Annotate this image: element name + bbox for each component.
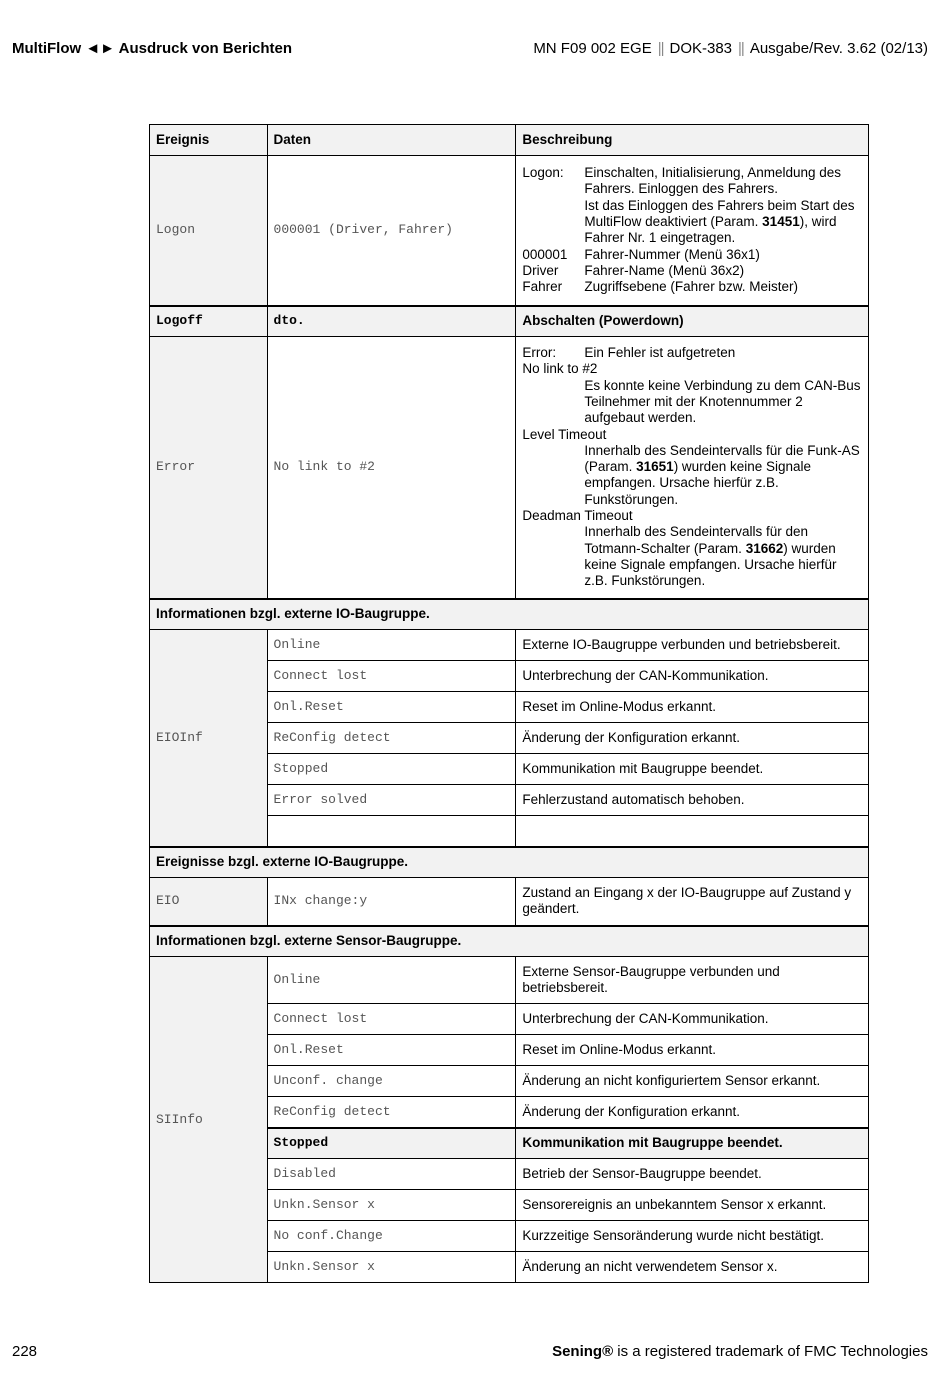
desc-cell: Betrieb der Sensor-Baugruppe beendet. (516, 1159, 869, 1190)
col-header-beschreibung: Beschreibung (516, 125, 869, 156)
data-cell: Connect lost (267, 1004, 516, 1035)
desc-cell: Externe Sensor-Baugruppe verbunden und betriebsbereit. (516, 957, 869, 1004)
data-cell: Unkn.Sensor x (267, 1252, 516, 1283)
definition: Fahrer-Nummer (Menü 36x1) (584, 246, 760, 262)
brand-name: Sening® (552, 1343, 614, 1360)
desc-cell: Zustand an Eingang x der IO-Baugruppe auf Zustand y geändert. (516, 878, 869, 926)
definition-extra: Ist das Einloggen des Fahrers beim Start des MultiFlow deaktiviert (Param. 31451), wird Fahrer Nr. 1 eingetragen. (584, 197, 855, 246)
data-cell: ReConfig detect (267, 723, 516, 754)
desc-cell: Kommunikation mit Baugruppe beendet. (516, 1128, 869, 1159)
desc-cell: Kommunikation mit Baugruppe beendet. (516, 754, 869, 785)
definition: Fahrer-Name (Menü 36x2) (584, 262, 745, 278)
desc-cell: Unterbrechung der CAN-Kommunikation. (516, 1004, 869, 1035)
desc-logon (516, 156, 869, 306)
data-cell: Error solved (267, 785, 516, 816)
event-siinfo: SIInfo (150, 957, 268, 1283)
table-row (150, 630, 869, 661)
data-logoff: dto. (267, 306, 516, 337)
definition: Innerhalb des Sendeintervalls für die Funk-AS (Param. 31651) wurden keine Signale empfangen. Ursache hierfür z.B. Funkstörungen. (584, 442, 860, 507)
table-header-row (150, 125, 869, 156)
empty-cell (267, 816, 516, 847)
data-cell: Onl.Reset (267, 692, 516, 723)
table-row-logon (150, 156, 869, 306)
data-cell: Stopped (267, 1128, 516, 1159)
data-cell: Stopped (267, 754, 516, 785)
col-header-daten: Daten (267, 125, 516, 156)
definition: Es konnte keine Verbindung zu dem CAN-Bus Teilnehmer mit der Knotennummer 2 aufgebaut werden. (584, 377, 861, 426)
page-number: 228 (12, 1343, 38, 1360)
data-cell: No conf.Change (267, 1221, 516, 1252)
section-title: Ereignisse bzgl. externe IO-Baugruppe. (150, 847, 869, 878)
definition: Zugriffsebene (Fahrer bzw. Meister) (584, 279, 798, 295)
definition: Innerhalb des Sendeintervalls für den Totmann-Schalter (Param. 31662) wurden keine Signale empfangen. Ursache hierfür z.B. Funkstörungen. (584, 524, 837, 589)
section-row (150, 926, 869, 957)
events-table (149, 124, 869, 1283)
param-number: 31662 (745, 540, 784, 556)
section-row (150, 847, 869, 878)
term: Level Timeout (522, 426, 607, 442)
desc-cell: Reset im Online-Modus erkannt. (516, 692, 869, 723)
section-title: Informationen bzgl. externe IO-Baugruppe. (150, 599, 869, 630)
desc-cell: Unterbrechung der CAN-Kommunikation. (516, 661, 869, 692)
data-cell: Disabled (267, 1159, 516, 1190)
event-eio: EIO (150, 878, 268, 926)
revision: Ausgabe/Rev. 3.62 (02/13) (749, 40, 928, 57)
data-cell: Onl.Reset (267, 1035, 516, 1066)
term: Deadman Timeout (522, 507, 633, 523)
definition: Ein Fehler ist aufgetreten (584, 345, 736, 361)
event-logon: Logon (150, 156, 268, 306)
term: Error: (522, 345, 557, 361)
data-cell: Unkn.Sensor x (267, 1190, 516, 1221)
empty-cell (516, 816, 869, 847)
data-logon: 000001 (Driver, Fahrer) (267, 156, 516, 306)
footer-trademark (552, 1343, 928, 1360)
col-header-ereignis: Ereignis (150, 125, 268, 156)
data-cell: Connect lost (267, 661, 516, 692)
data-cell: INx change:y (267, 878, 516, 926)
table-row-eio (150, 878, 869, 926)
desc-cell: Reset im Online-Modus erkannt. (516, 1035, 869, 1066)
term: No link to #2 (522, 361, 598, 377)
param-number: 31651 (636, 459, 674, 475)
desc-cell: Externe IO-Baugruppe verbunden und betriebsbereit. (516, 630, 869, 661)
data-cell: Unconf. change (267, 1066, 516, 1097)
term: 000001 (522, 246, 568, 262)
desc-cell: Änderung an nicht verwendetem Sensor x. (516, 1252, 869, 1283)
event-logoff: Logoff (150, 306, 268, 337)
data-cell: Online (267, 957, 516, 1004)
table-row (150, 957, 869, 1004)
term: Fahrer (522, 279, 563, 295)
desc-cell: Kurzzeitige Sensoränderung wurde nicht bestätigt. (516, 1221, 869, 1252)
data-cell: ReConfig detect (267, 1097, 516, 1128)
event-error: Error (150, 337, 268, 599)
dok-number: DOK-383 (669, 40, 733, 57)
definition: Einschalten, Initialisierung, Anmeldung des Fahrers. Einloggen des Fahrers. (584, 165, 842, 197)
term: Driver (522, 262, 559, 278)
header-title: MultiFlow ◄► Ausdruck von Berichten (12, 40, 292, 57)
event-eioinf: EIOInf (150, 630, 268, 847)
desc-error (516, 337, 869, 599)
table-row-logoff (150, 306, 869, 337)
desc-cell: Änderung der Konfiguration erkannt. (516, 723, 869, 754)
desc-cell: Änderung der Konfiguration erkannt. (516, 1097, 869, 1128)
desc-logoff: Abschalten (Powerdown) (516, 306, 869, 337)
data-error: No link to #2 (267, 337, 516, 599)
section-row (150, 599, 869, 630)
desc-cell: Änderung an nicht konfiguriertem Sensor erkannt. (516, 1066, 869, 1097)
term: Logon: (522, 165, 564, 181)
param-number: 31451 (762, 213, 800, 229)
header-doc-info: MN F09 002 EGE || DOK-383 || Ausgabe/Rev. 3.62 (02/13) (533, 40, 928, 57)
section-title: Informationen bzgl. externe Sensor-Baugruppe. (150, 926, 869, 957)
table-row-error (150, 337, 869, 599)
doc-id: MN F09 002 EGE (533, 40, 652, 57)
desc-cell: Sensorereignis an unbekanntem Sensor x erkannt. (516, 1190, 869, 1221)
desc-cell: Fehlerzustand automatisch behoben. (516, 785, 869, 816)
trademark-text: is a registered trademark of FMC Technologies (613, 1343, 928, 1360)
data-cell: Online (267, 630, 516, 661)
